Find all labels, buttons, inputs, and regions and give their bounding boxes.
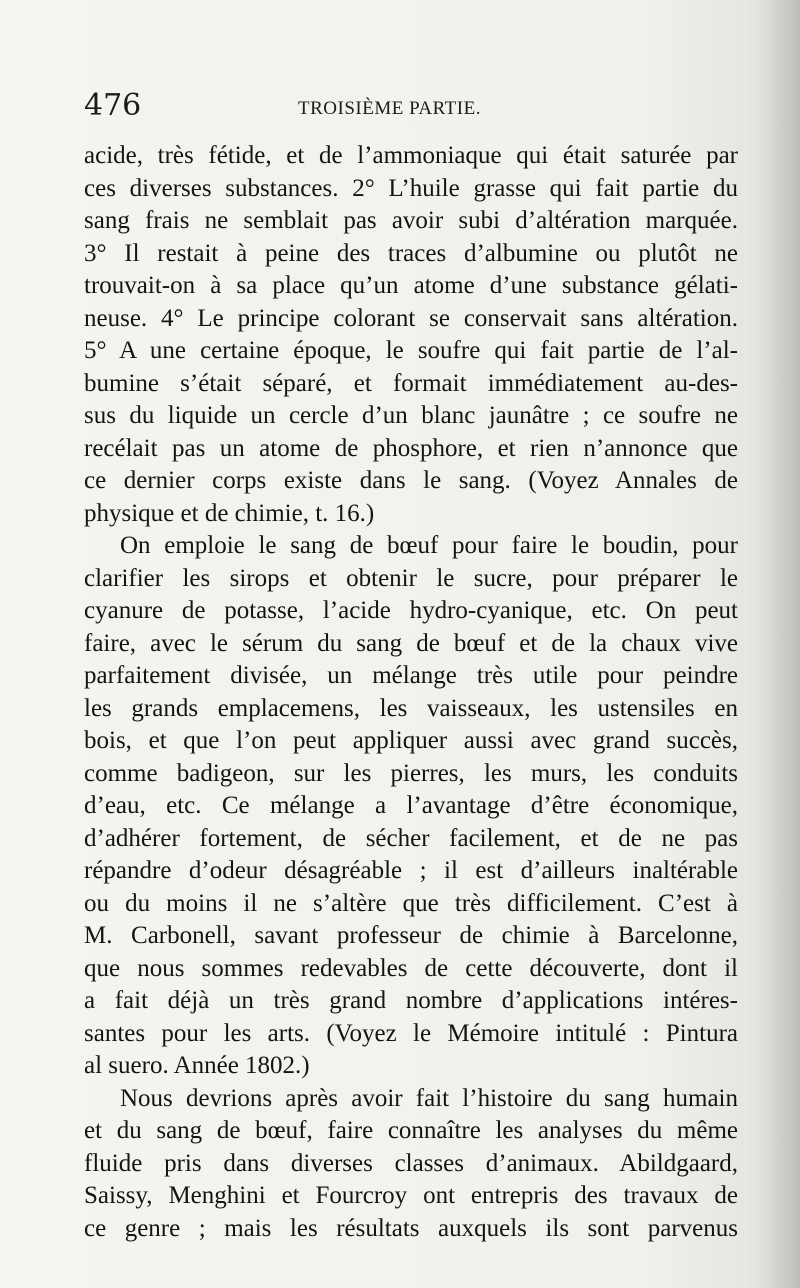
text-line: d’eau, etc. Ce mélange a l’avantage d’être économique, xyxy=(84,792,738,819)
text-line: trouvait-on à sa place qu’un atome d’une substance gélati- xyxy=(84,272,738,299)
text-line: sang frais ne semblait pas avoir subi d’altération marquée. xyxy=(84,207,738,234)
text-line: a fait déjà un très grand nombre d’applications intéres- xyxy=(84,987,738,1014)
text-line: neuse. 4° Le principe colorant se conservait sans altération. xyxy=(84,304,738,332)
text-line: les grands emplacemens, les vaisseaux, les ustensiles en xyxy=(84,694,738,722)
text-line: ces diverses substances. 2° L’huile grasse qui fait partie du xyxy=(84,174,738,202)
paragraph-1 xyxy=(84,140,738,530)
text-line: bumine s’était séparé, et formait immédiatement au-des- xyxy=(84,369,738,397)
body-text xyxy=(84,140,738,1245)
text-line: répandre d’odeur désagréable ; il est d’ailleurs inaltérable xyxy=(84,857,738,884)
text-line: d’adhérer fortement, de sécher facilement, et de ne pas xyxy=(84,824,738,852)
text-line: cyanure de potasse, l’acide hydro-cyanique, etc. On peut xyxy=(84,597,738,624)
text-line: M. Carbonell, savant professeur de chimie à Barcelonne, xyxy=(84,922,738,949)
text-line: On emploie le sang de bœuf pour faire le boudin, pour xyxy=(120,532,738,559)
text-line: sus du liquide un cercle d’un blanc jaunâtre ; ce soufre ne xyxy=(84,402,738,429)
text-line: parfaitement divisée, un mélange très utile pour peindre xyxy=(84,662,738,689)
text-line: fluide pris dans diverses classes d’animaux. Abildgaard, xyxy=(84,1149,738,1177)
text-line: ou du moins il ne s’altère que très difficilement. C’est à xyxy=(84,889,738,917)
text-line: Saissy, Menghini et Fourcroy ont entrepris des travaux de xyxy=(84,1182,738,1209)
page-number: 476 xyxy=(84,88,142,123)
text-line: comme badigeon, sur les pierres, les murs, les conduits xyxy=(84,759,738,787)
paragraph-3 xyxy=(84,1083,738,1246)
page-header xyxy=(84,88,734,132)
text-line: santes pour les arts. (Voyez le Mémoire intitulé : Pintura xyxy=(84,1019,738,1047)
text-line: 3° Il restait à peine des traces d’albumine ou plutôt ne xyxy=(84,239,738,267)
text-line: Nous devrions après avoir fait l’histoire du sang humain xyxy=(120,1084,738,1112)
text-line: clarifier les sirops et obtenir le sucre, pour préparer le xyxy=(84,564,738,592)
text-line: et du sang de bœuf, faire connaître les analyses du même xyxy=(84,1117,738,1144)
text-line: faire, avec le sérum du sang de bœuf et de la chaux vive xyxy=(84,629,738,657)
text-line: recélait pas un atome de phosphore, et rien n’annonce que xyxy=(84,434,738,462)
text-line: 5° A une certaine époque, le soufre qui fait partie de l’al- xyxy=(84,337,738,364)
paragraph-2 xyxy=(84,530,738,1083)
text-line: al suero. Année 1802.) xyxy=(84,1052,310,1079)
text-line: ce dernier corps existe dans le sang. (Voyez Annales de xyxy=(84,467,738,494)
page-edge-shadow xyxy=(760,0,800,1288)
text-line: ce genre ; mais les résultats auxquels ils sont parvenus xyxy=(84,1214,738,1242)
text-line: que nous sommes redevables de cette découverte, dont il xyxy=(84,954,738,982)
text-line: physique et de chimie, t. 16.) xyxy=(84,499,375,527)
text-line: bois, et que l’on peut appliquer aussi avec grand succès, xyxy=(84,727,738,754)
text-line: acide, très fétide, et de l’ammoniaque qui était saturée par xyxy=(84,142,738,169)
running-head: TROISIÈME PARTIE. xyxy=(298,98,481,119)
